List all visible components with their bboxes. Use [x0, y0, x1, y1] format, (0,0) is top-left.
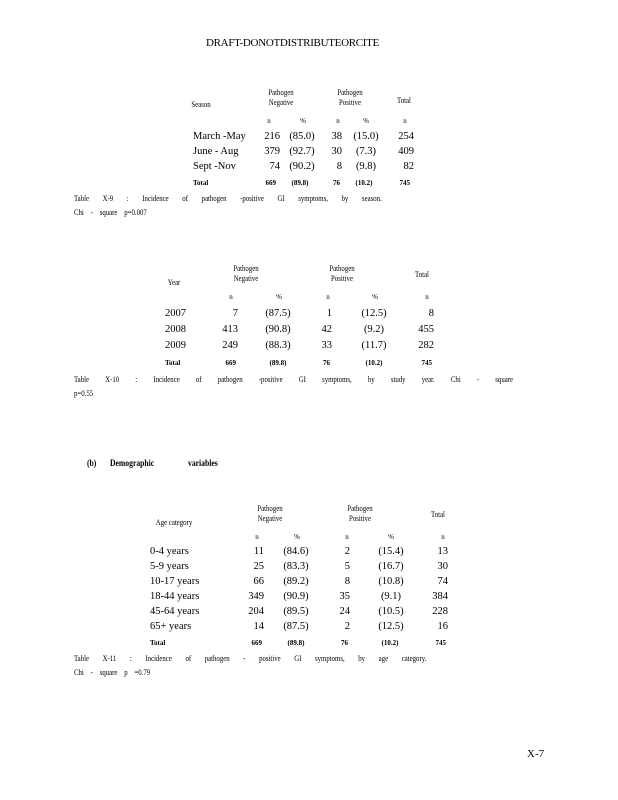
- positive-pct: (9.1): [380, 591, 402, 602]
- negative-n: 216: [264, 131, 280, 142]
- total-n: 8: [428, 308, 434, 319]
- positive-n: 42: [321, 324, 332, 335]
- positive-n: 5: [344, 561, 350, 572]
- page-number: X-7: [527, 748, 545, 760]
- sub-header: %: [372, 293, 378, 301]
- table-caption: Table X-11 : Incidence of pathogen - positive GI symptoms, by age category.: [74, 654, 427, 663]
- sub-header: %: [276, 293, 282, 301]
- negative-n: 204: [248, 606, 264, 617]
- sub-header: %: [388, 533, 394, 541]
- total-n: 82: [403, 161, 414, 172]
- negative-n: 74: [269, 161, 280, 172]
- negative-n: 25: [253, 561, 264, 572]
- total-n: 455: [418, 324, 434, 335]
- col-positive-header: Pathogen Positive: [329, 264, 355, 283]
- positive-pct: (9.2): [363, 324, 385, 335]
- row-label: 2007: [165, 308, 186, 319]
- positive-pct: (16.7): [378, 561, 404, 572]
- row-label: 65+ years: [150, 621, 192, 632]
- row-label: 10-17 years: [150, 576, 200, 587]
- negative-pct: (89.2): [283, 576, 309, 587]
- sub-header: %: [300, 117, 306, 125]
- row-label: June - Aug: [193, 146, 239, 157]
- total-n: 13: [437, 546, 448, 557]
- negative-n: 379: [264, 146, 280, 157]
- sub-header: n: [441, 533, 445, 541]
- negative-pct: (89.8): [291, 179, 309, 187]
- sub-header: %: [363, 117, 369, 125]
- negative-pct: (89.8): [269, 359, 287, 367]
- negative-pct: (87.5): [283, 621, 309, 632]
- negative-pct: (89.8): [287, 639, 305, 647]
- row-label: Total: [165, 359, 181, 367]
- positive-n: 38: [331, 131, 342, 142]
- table-caption: Table X-10 : Incidence of pathogen -positive GI symptoms, by study year. Chi - square: [74, 375, 514, 384]
- positive-n: 2: [344, 546, 350, 557]
- negative-n: 249: [222, 340, 238, 351]
- sub-header: n: [229, 293, 233, 301]
- total-n: 745: [399, 179, 410, 187]
- positive-n: 76: [333, 179, 340, 187]
- row-header: Year: [167, 278, 181, 287]
- negative-n: 669: [225, 359, 236, 367]
- negative-n: 11: [253, 546, 264, 557]
- positive-n: 1: [326, 308, 332, 319]
- table-caption-stats: Chi - square p=0.007: [74, 208, 147, 217]
- positive-n: 30: [331, 146, 342, 157]
- total-n: 16: [437, 621, 448, 632]
- section-label: (b): [87, 458, 97, 468]
- col-negative-header: Pathogen Negative: [233, 264, 259, 283]
- positive-pct: (15.4): [378, 546, 404, 557]
- total-n: 254: [398, 131, 414, 142]
- row-label: 0-4 years: [150, 546, 189, 557]
- negative-n: 66: [253, 576, 264, 587]
- table-caption-stats: Chi - square p =0.79: [74, 668, 151, 677]
- negative-n: 669: [251, 639, 262, 647]
- page-header: DRAFT-DONOTDISTRIBUTEORCITE: [206, 37, 379, 49]
- col-total-header: Total: [431, 510, 445, 519]
- table-caption: Table X-9 : Incidence of pathogen -positive GI symptoms, by season.: [74, 194, 382, 203]
- negative-pct: (87.5): [265, 308, 291, 319]
- negative-n: 7: [232, 308, 238, 319]
- positive-pct: (10.2): [365, 359, 383, 367]
- positive-pct: (12.5): [361, 308, 387, 319]
- sub-header: n: [336, 117, 340, 125]
- row-header: Season: [191, 100, 211, 109]
- row-label: 45-64 years: [150, 606, 200, 617]
- total-n: 745: [421, 359, 432, 367]
- positive-pct: (12.5): [378, 621, 404, 632]
- negative-pct: (88.3): [265, 340, 291, 351]
- row-label: 18-44 years: [150, 591, 200, 602]
- row-label: 2009: [165, 340, 186, 351]
- row-label: March -May: [193, 131, 246, 142]
- total-n: 30: [437, 561, 448, 572]
- sub-header: n: [403, 117, 407, 125]
- row-header: Age category: [155, 518, 193, 527]
- row-label: Total: [193, 179, 209, 187]
- row-label: 5-9 years: [150, 561, 189, 572]
- section-title-2: variables: [188, 458, 218, 468]
- positive-n: 35: [339, 591, 350, 602]
- positive-n: 76: [323, 359, 330, 367]
- section-title: Demographic: [110, 458, 155, 468]
- positive-pct: (15.0): [353, 131, 379, 142]
- negative-pct: (90.2): [289, 161, 315, 172]
- positive-n: 33: [321, 340, 332, 351]
- positive-pct: (9.8): [355, 161, 377, 172]
- positive-n: 2: [344, 621, 350, 632]
- total-n: 409: [398, 146, 414, 157]
- negative-pct: (90.8): [265, 324, 291, 335]
- negative-pct: (83.3): [283, 561, 309, 572]
- sub-header: n: [326, 293, 330, 301]
- total-n: 282: [418, 340, 434, 351]
- negative-pct: (92.7): [289, 146, 315, 157]
- col-negative-header: Pathogen Negative: [257, 504, 283, 523]
- negative-pct: (90.9): [283, 591, 309, 602]
- positive-n: 8: [344, 576, 350, 587]
- col-total-header: Total: [415, 270, 429, 279]
- total-n: 74: [437, 576, 448, 587]
- positive-pct: (7.3): [355, 146, 377, 157]
- positive-pct: (10.5): [378, 606, 404, 617]
- sub-header: %: [294, 533, 300, 541]
- row-label: Total: [150, 639, 166, 647]
- sub-header: n: [267, 117, 271, 125]
- col-positive-header: Pathogen Positive: [347, 504, 373, 523]
- sub-header: n: [425, 293, 429, 301]
- total-n: 228: [432, 606, 448, 617]
- table-caption-stats: p=0.55: [74, 389, 94, 398]
- row-label: 2008: [165, 324, 186, 335]
- positive-pct: (11.7): [361, 340, 387, 351]
- col-total-header: Total: [397, 96, 411, 105]
- negative-pct: (84.6): [283, 546, 309, 557]
- negative-n: 413: [222, 324, 238, 335]
- positive-pct: (10.2): [381, 639, 399, 647]
- negative-pct: (85.0): [289, 131, 315, 142]
- total-n: 384: [432, 591, 448, 602]
- sub-header: n: [345, 533, 349, 541]
- positive-pct: (10.8): [378, 576, 404, 587]
- positive-n: 8: [336, 161, 342, 172]
- negative-pct: (89.5): [283, 606, 309, 617]
- total-n: 745: [435, 639, 446, 647]
- positive-n: 24: [339, 606, 350, 617]
- col-negative-header: Pathogen Negative: [268, 88, 294, 107]
- positive-n: 76: [341, 639, 348, 647]
- row-label: Sept -Nov: [193, 161, 236, 172]
- sub-header: n: [255, 533, 259, 541]
- col-positive-header: Pathogen Positive: [337, 88, 363, 107]
- negative-n: 669: [265, 179, 276, 187]
- negative-n: 14: [253, 621, 264, 632]
- positive-pct: (10.2): [355, 179, 373, 187]
- negative-n: 349: [248, 591, 264, 602]
